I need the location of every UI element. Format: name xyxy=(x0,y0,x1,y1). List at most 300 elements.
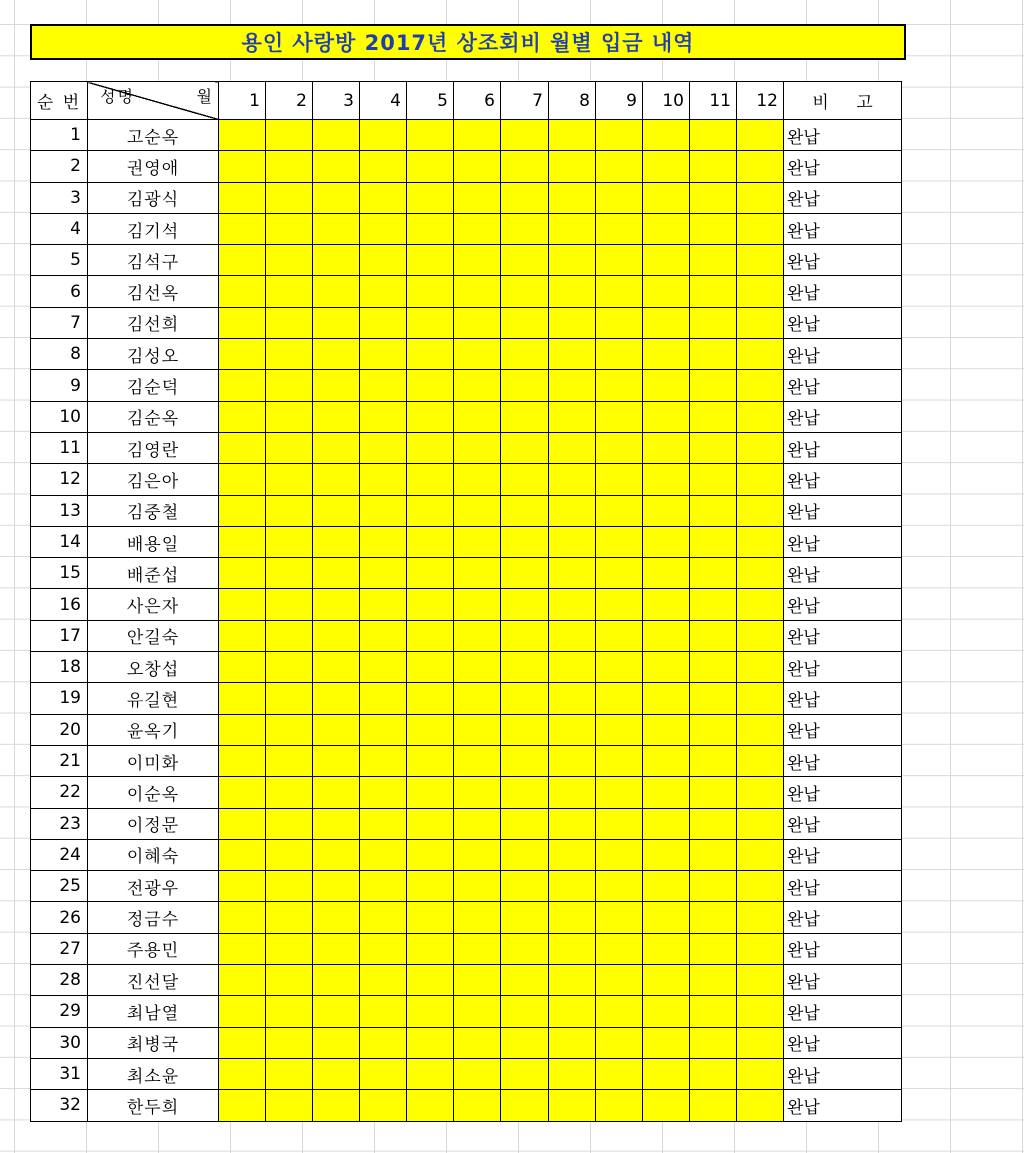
month-12-cell[interactable] xyxy=(737,339,784,370)
month-6-cell[interactable] xyxy=(454,558,501,589)
month-8-cell[interactable] xyxy=(549,871,596,902)
note-cell[interactable]: 완납 xyxy=(784,213,902,244)
row-number-cell[interactable]: 25 xyxy=(31,871,88,902)
month-11-cell[interactable] xyxy=(690,745,737,776)
month-8-cell[interactable] xyxy=(549,307,596,338)
member-name-cell[interactable]: 김영란 xyxy=(88,432,219,463)
row-number-cell[interactable]: 1 xyxy=(31,120,88,151)
month-7-cell[interactable] xyxy=(501,495,549,526)
month-6-cell[interactable] xyxy=(454,339,501,370)
month-10-cell[interactable] xyxy=(643,558,690,589)
member-name-cell[interactable]: 주용민 xyxy=(88,933,219,964)
month-6-cell[interactable] xyxy=(454,902,501,933)
month-10-cell[interactable] xyxy=(643,777,690,808)
month-6-cell[interactable] xyxy=(454,120,501,151)
month-1-cell[interactable] xyxy=(219,245,266,276)
month-12-cell[interactable] xyxy=(737,401,784,432)
month-7-cell[interactable] xyxy=(501,839,549,870)
month-6-cell[interactable] xyxy=(454,933,501,964)
month-4-cell[interactable] xyxy=(360,745,407,776)
month-4-cell[interactable] xyxy=(360,182,407,213)
month-4-cell[interactable] xyxy=(360,652,407,683)
month-5-cell[interactable] xyxy=(407,1027,454,1058)
month-9-cell[interactable] xyxy=(596,589,643,620)
month-10-cell[interactable] xyxy=(643,871,690,902)
month-7-cell[interactable] xyxy=(501,996,549,1027)
month-10-cell[interactable] xyxy=(643,839,690,870)
month-3-cell[interactable] xyxy=(313,745,360,776)
row-number-cell[interactable]: 32 xyxy=(31,1090,88,1121)
month-2-cell[interactable] xyxy=(266,933,313,964)
month-8-cell[interactable] xyxy=(549,996,596,1027)
month-7-cell[interactable] xyxy=(501,151,549,182)
month-10-cell[interactable] xyxy=(643,933,690,964)
row-number-cell[interactable]: 9 xyxy=(31,370,88,401)
month-6-cell[interactable] xyxy=(454,808,501,839)
month-4-cell[interactable] xyxy=(360,871,407,902)
month-4-cell[interactable] xyxy=(360,339,407,370)
month-6-cell[interactable] xyxy=(454,307,501,338)
member-name-cell[interactable]: 이정문 xyxy=(88,808,219,839)
month-3-cell[interactable] xyxy=(313,182,360,213)
month-3-cell[interactable] xyxy=(313,432,360,463)
month-12-cell[interactable] xyxy=(737,871,784,902)
month-3-cell[interactable] xyxy=(313,933,360,964)
month-3-cell[interactable] xyxy=(313,996,360,1027)
month-2-cell[interactable] xyxy=(266,620,313,651)
month-5-cell[interactable] xyxy=(407,245,454,276)
month-4-cell[interactable] xyxy=(360,902,407,933)
month-2-cell[interactable] xyxy=(266,808,313,839)
month-4-cell[interactable] xyxy=(360,213,407,244)
month-4-cell[interactable] xyxy=(360,495,407,526)
month-7-cell[interactable] xyxy=(501,965,549,996)
month-10-cell[interactable] xyxy=(643,276,690,307)
month-10-cell[interactable] xyxy=(643,745,690,776)
member-name-cell[interactable]: 이혜숙 xyxy=(88,839,219,870)
month-10-cell[interactable] xyxy=(643,464,690,495)
member-name-cell[interactable]: 김석구 xyxy=(88,245,219,276)
month-10-cell[interactable] xyxy=(643,182,690,213)
month-8-cell[interactable] xyxy=(549,401,596,432)
month-7-cell[interactable] xyxy=(501,464,549,495)
month-8-cell[interactable] xyxy=(549,464,596,495)
month-2-cell[interactable] xyxy=(266,401,313,432)
month-9-cell[interactable] xyxy=(596,401,643,432)
header-month-3[interactable]: 3 xyxy=(313,82,360,120)
month-9-cell[interactable] xyxy=(596,714,643,745)
header-month-8[interactable]: 8 xyxy=(549,82,596,120)
month-1-cell[interactable] xyxy=(219,620,266,651)
header-month-10[interactable]: 10 xyxy=(643,82,690,120)
month-5-cell[interactable] xyxy=(407,401,454,432)
month-11-cell[interactable] xyxy=(690,714,737,745)
note-cell[interactable]: 완납 xyxy=(784,120,902,151)
note-cell[interactable]: 완납 xyxy=(784,808,902,839)
month-2-cell[interactable] xyxy=(266,276,313,307)
month-4-cell[interactable] xyxy=(360,777,407,808)
month-1-cell[interactable] xyxy=(219,902,266,933)
month-11-cell[interactable] xyxy=(690,182,737,213)
month-6-cell[interactable] xyxy=(454,182,501,213)
month-9-cell[interactable] xyxy=(596,777,643,808)
month-12-cell[interactable] xyxy=(737,276,784,307)
header-month-2[interactable]: 2 xyxy=(266,82,313,120)
month-4-cell[interactable] xyxy=(360,683,407,714)
month-1-cell[interactable] xyxy=(219,996,266,1027)
month-2-cell[interactable] xyxy=(266,683,313,714)
month-9-cell[interactable] xyxy=(596,495,643,526)
month-1-cell[interactable] xyxy=(219,464,266,495)
month-3-cell[interactable] xyxy=(313,1058,360,1089)
month-4-cell[interactable] xyxy=(360,933,407,964)
month-9-cell[interactable] xyxy=(596,933,643,964)
month-6-cell[interactable] xyxy=(454,1090,501,1121)
month-5-cell[interactable] xyxy=(407,464,454,495)
note-cell[interactable]: 완납 xyxy=(784,245,902,276)
month-5-cell[interactable] xyxy=(407,276,454,307)
month-11-cell[interactable] xyxy=(690,996,737,1027)
month-6-cell[interactable] xyxy=(454,1027,501,1058)
month-1-cell[interactable] xyxy=(219,495,266,526)
month-6-cell[interactable] xyxy=(454,464,501,495)
month-3-cell[interactable] xyxy=(313,777,360,808)
month-5-cell[interactable] xyxy=(407,965,454,996)
month-5-cell[interactable] xyxy=(407,996,454,1027)
month-3-cell[interactable] xyxy=(313,1090,360,1121)
month-1-cell[interactable] xyxy=(219,276,266,307)
month-8-cell[interactable] xyxy=(549,432,596,463)
month-4-cell[interactable] xyxy=(360,589,407,620)
month-5-cell[interactable] xyxy=(407,182,454,213)
month-2-cell[interactable] xyxy=(266,495,313,526)
month-6-cell[interactable] xyxy=(454,245,501,276)
row-number-cell[interactable]: 12 xyxy=(31,464,88,495)
month-12-cell[interactable] xyxy=(737,370,784,401)
month-8-cell[interactable] xyxy=(549,558,596,589)
month-7-cell[interactable] xyxy=(501,370,549,401)
month-3-cell[interactable] xyxy=(313,370,360,401)
month-8-cell[interactable] xyxy=(549,652,596,683)
month-11-cell[interactable] xyxy=(690,620,737,651)
month-4-cell[interactable] xyxy=(360,120,407,151)
month-10-cell[interactable] xyxy=(643,808,690,839)
month-5-cell[interactable] xyxy=(407,120,454,151)
month-4-cell[interactable] xyxy=(360,151,407,182)
row-number-cell[interactable]: 23 xyxy=(31,808,88,839)
month-6-cell[interactable] xyxy=(454,620,501,651)
month-1-cell[interactable] xyxy=(219,652,266,683)
row-number-cell[interactable]: 13 xyxy=(31,495,88,526)
row-number-cell[interactable]: 14 xyxy=(31,526,88,557)
month-12-cell[interactable] xyxy=(737,589,784,620)
note-cell[interactable]: 완납 xyxy=(784,933,902,964)
note-cell[interactable]: 완납 xyxy=(784,495,902,526)
month-10-cell[interactable] xyxy=(643,620,690,651)
month-2-cell[interactable] xyxy=(266,558,313,589)
month-7-cell[interactable] xyxy=(501,339,549,370)
month-10-cell[interactable] xyxy=(643,432,690,463)
month-1-cell[interactable] xyxy=(219,307,266,338)
month-11-cell[interactable] xyxy=(690,276,737,307)
note-cell[interactable]: 완납 xyxy=(784,745,902,776)
month-12-cell[interactable] xyxy=(737,213,784,244)
note-cell[interactable]: 완납 xyxy=(784,965,902,996)
month-11-cell[interactable] xyxy=(690,871,737,902)
month-7-cell[interactable] xyxy=(501,558,549,589)
month-4-cell[interactable] xyxy=(360,839,407,870)
row-number-cell[interactable]: 18 xyxy=(31,652,88,683)
month-8-cell[interactable] xyxy=(549,120,596,151)
row-number-cell[interactable]: 26 xyxy=(31,902,88,933)
month-5-cell[interactable] xyxy=(407,339,454,370)
row-number-cell[interactable]: 22 xyxy=(31,777,88,808)
month-10-cell[interactable] xyxy=(643,714,690,745)
month-11-cell[interactable] xyxy=(690,652,737,683)
month-8-cell[interactable] xyxy=(549,808,596,839)
month-1-cell[interactable] xyxy=(219,526,266,557)
month-12-cell[interactable] xyxy=(737,120,784,151)
row-number-cell[interactable]: 21 xyxy=(31,745,88,776)
month-8-cell[interactable] xyxy=(549,620,596,651)
month-7-cell[interactable] xyxy=(501,307,549,338)
month-12-cell[interactable] xyxy=(737,558,784,589)
month-12-cell[interactable] xyxy=(737,495,784,526)
month-8-cell[interactable] xyxy=(549,276,596,307)
note-cell[interactable]: 완납 xyxy=(784,839,902,870)
month-10-cell[interactable] xyxy=(643,370,690,401)
header-seq[interactable]: 순 번 xyxy=(31,82,88,120)
member-name-cell[interactable]: 전광우 xyxy=(88,871,219,902)
month-1-cell[interactable] xyxy=(219,965,266,996)
header-month-11[interactable]: 11 xyxy=(690,82,737,120)
month-2-cell[interactable] xyxy=(266,1027,313,1058)
member-name-cell[interactable]: 한두희 xyxy=(88,1090,219,1121)
member-name-cell[interactable]: 이순옥 xyxy=(88,777,219,808)
month-7-cell[interactable] xyxy=(501,683,549,714)
month-10-cell[interactable] xyxy=(643,1027,690,1058)
month-5-cell[interactable] xyxy=(407,307,454,338)
month-8-cell[interactable] xyxy=(549,182,596,213)
month-7-cell[interactable] xyxy=(501,777,549,808)
member-name-cell[interactable]: 안길숙 xyxy=(88,620,219,651)
month-12-cell[interactable] xyxy=(737,432,784,463)
month-3-cell[interactable] xyxy=(313,151,360,182)
month-1-cell[interactable] xyxy=(219,714,266,745)
month-7-cell[interactable] xyxy=(501,808,549,839)
month-5-cell[interactable] xyxy=(407,683,454,714)
row-number-cell[interactable]: 6 xyxy=(31,276,88,307)
member-name-cell[interactable]: 사은자 xyxy=(88,589,219,620)
month-9-cell[interactable] xyxy=(596,808,643,839)
month-1-cell[interactable] xyxy=(219,1090,266,1121)
month-4-cell[interactable] xyxy=(360,401,407,432)
month-6-cell[interactable] xyxy=(454,589,501,620)
month-5-cell[interactable] xyxy=(407,558,454,589)
month-10-cell[interactable] xyxy=(643,339,690,370)
month-6-cell[interactable] xyxy=(454,652,501,683)
month-1-cell[interactable] xyxy=(219,871,266,902)
sheet-title[interactable]: 용인 사랑방 2017년 상조회비 월별 입금 내역 xyxy=(30,24,906,60)
month-3-cell[interactable] xyxy=(313,620,360,651)
month-4-cell[interactable] xyxy=(360,307,407,338)
note-cell[interactable]: 완납 xyxy=(784,401,902,432)
month-5-cell[interactable] xyxy=(407,589,454,620)
month-12-cell[interactable] xyxy=(737,1027,784,1058)
note-cell[interactable]: 완납 xyxy=(784,714,902,745)
month-2-cell[interactable] xyxy=(266,745,313,776)
month-9-cell[interactable] xyxy=(596,526,643,557)
month-7-cell[interactable] xyxy=(501,933,549,964)
month-2-cell[interactable] xyxy=(266,714,313,745)
member-name-cell[interactable]: 김선희 xyxy=(88,307,219,338)
month-7-cell[interactable] xyxy=(501,276,549,307)
row-number-cell[interactable]: 24 xyxy=(31,839,88,870)
row-number-cell[interactable]: 28 xyxy=(31,965,88,996)
note-cell[interactable]: 완납 xyxy=(784,432,902,463)
month-1-cell[interactable] xyxy=(219,401,266,432)
month-12-cell[interactable] xyxy=(737,808,784,839)
month-9-cell[interactable] xyxy=(596,683,643,714)
month-5-cell[interactable] xyxy=(407,620,454,651)
month-3-cell[interactable] xyxy=(313,589,360,620)
note-cell[interactable]: 완납 xyxy=(784,683,902,714)
note-cell[interactable]: 완납 xyxy=(784,902,902,933)
month-10-cell[interactable] xyxy=(643,526,690,557)
month-6-cell[interactable] xyxy=(454,401,501,432)
month-9-cell[interactable] xyxy=(596,151,643,182)
month-10-cell[interactable] xyxy=(643,307,690,338)
member-name-cell[interactable]: 배준섭 xyxy=(88,558,219,589)
month-6-cell[interactable] xyxy=(454,777,501,808)
month-2-cell[interactable] xyxy=(266,777,313,808)
month-4-cell[interactable] xyxy=(360,464,407,495)
month-9-cell[interactable] xyxy=(596,652,643,683)
member-name-cell[interactable]: 김은아 xyxy=(88,464,219,495)
month-9-cell[interactable] xyxy=(596,464,643,495)
month-12-cell[interactable] xyxy=(737,933,784,964)
month-7-cell[interactable] xyxy=(501,120,549,151)
month-9-cell[interactable] xyxy=(596,902,643,933)
note-cell[interactable]: 완납 xyxy=(784,1027,902,1058)
month-7-cell[interactable] xyxy=(501,213,549,244)
month-11-cell[interactable] xyxy=(690,339,737,370)
month-11-cell[interactable] xyxy=(690,1058,737,1089)
month-2-cell[interactable] xyxy=(266,120,313,151)
month-8-cell[interactable] xyxy=(549,151,596,182)
note-cell[interactable]: 완납 xyxy=(784,464,902,495)
month-4-cell[interactable] xyxy=(360,965,407,996)
month-10-cell[interactable] xyxy=(643,495,690,526)
month-9-cell[interactable] xyxy=(596,996,643,1027)
member-name-cell[interactable]: 김순덕 xyxy=(88,370,219,401)
month-7-cell[interactable] xyxy=(501,620,549,651)
month-5-cell[interactable] xyxy=(407,714,454,745)
month-6-cell[interactable] xyxy=(454,151,501,182)
member-name-cell[interactable]: 김광식 xyxy=(88,182,219,213)
month-3-cell[interactable] xyxy=(313,401,360,432)
month-9-cell[interactable] xyxy=(596,871,643,902)
note-cell[interactable]: 완납 xyxy=(784,996,902,1027)
month-11-cell[interactable] xyxy=(690,933,737,964)
month-10-cell[interactable] xyxy=(643,589,690,620)
month-8-cell[interactable] xyxy=(549,1090,596,1121)
month-2-cell[interactable] xyxy=(266,839,313,870)
month-6-cell[interactable] xyxy=(454,495,501,526)
month-2-cell[interactable] xyxy=(266,339,313,370)
member-name-cell[interactable]: 김성오 xyxy=(88,339,219,370)
month-9-cell[interactable] xyxy=(596,339,643,370)
month-8-cell[interactable] xyxy=(549,683,596,714)
month-3-cell[interactable] xyxy=(313,652,360,683)
month-6-cell[interactable] xyxy=(454,1058,501,1089)
row-number-cell[interactable]: 10 xyxy=(31,401,88,432)
month-10-cell[interactable] xyxy=(643,902,690,933)
header-month-6[interactable]: 6 xyxy=(454,82,501,120)
month-12-cell[interactable] xyxy=(737,745,784,776)
header-month-4[interactable]: 4 xyxy=(360,82,407,120)
month-12-cell[interactable] xyxy=(737,1090,784,1121)
month-3-cell[interactable] xyxy=(313,120,360,151)
month-10-cell[interactable] xyxy=(643,652,690,683)
month-4-cell[interactable] xyxy=(360,245,407,276)
month-7-cell[interactable] xyxy=(501,589,549,620)
note-cell[interactable]: 완납 xyxy=(784,1090,902,1121)
month-1-cell[interactable] xyxy=(219,839,266,870)
member-name-cell[interactable]: 권영애 xyxy=(88,151,219,182)
month-11-cell[interactable] xyxy=(690,432,737,463)
month-3-cell[interactable] xyxy=(313,307,360,338)
month-4-cell[interactable] xyxy=(360,620,407,651)
month-3-cell[interactable] xyxy=(313,1027,360,1058)
month-8-cell[interactable] xyxy=(549,745,596,776)
month-9-cell[interactable] xyxy=(596,745,643,776)
member-name-cell[interactable]: 이미화 xyxy=(88,745,219,776)
month-12-cell[interactable] xyxy=(737,652,784,683)
month-2-cell[interactable] xyxy=(266,213,313,244)
month-2-cell[interactable] xyxy=(266,182,313,213)
row-number-cell[interactable]: 7 xyxy=(31,307,88,338)
row-number-cell[interactable]: 29 xyxy=(31,996,88,1027)
member-name-cell[interactable]: 진선달 xyxy=(88,965,219,996)
month-2-cell[interactable] xyxy=(266,996,313,1027)
month-11-cell[interactable] xyxy=(690,307,737,338)
month-9-cell[interactable] xyxy=(596,245,643,276)
month-8-cell[interactable] xyxy=(549,589,596,620)
month-8-cell[interactable] xyxy=(549,839,596,870)
month-9-cell[interactable] xyxy=(596,432,643,463)
month-10-cell[interactable] xyxy=(643,401,690,432)
member-name-cell[interactable]: 정금수 xyxy=(88,902,219,933)
month-3-cell[interactable] xyxy=(313,902,360,933)
month-11-cell[interactable] xyxy=(690,808,737,839)
month-11-cell[interactable] xyxy=(690,558,737,589)
month-1-cell[interactable] xyxy=(219,182,266,213)
row-number-cell[interactable]: 8 xyxy=(31,339,88,370)
month-7-cell[interactable] xyxy=(501,432,549,463)
month-3-cell[interactable] xyxy=(313,683,360,714)
month-4-cell[interactable] xyxy=(360,558,407,589)
month-11-cell[interactable] xyxy=(690,464,737,495)
row-number-cell[interactable]: 3 xyxy=(31,182,88,213)
header-month-1[interactable]: 1 xyxy=(219,82,266,120)
month-12-cell[interactable] xyxy=(737,526,784,557)
month-3-cell[interactable] xyxy=(313,495,360,526)
month-11-cell[interactable] xyxy=(690,213,737,244)
month-1-cell[interactable] xyxy=(219,1058,266,1089)
note-cell[interactable]: 완납 xyxy=(784,182,902,213)
month-8-cell[interactable] xyxy=(549,777,596,808)
